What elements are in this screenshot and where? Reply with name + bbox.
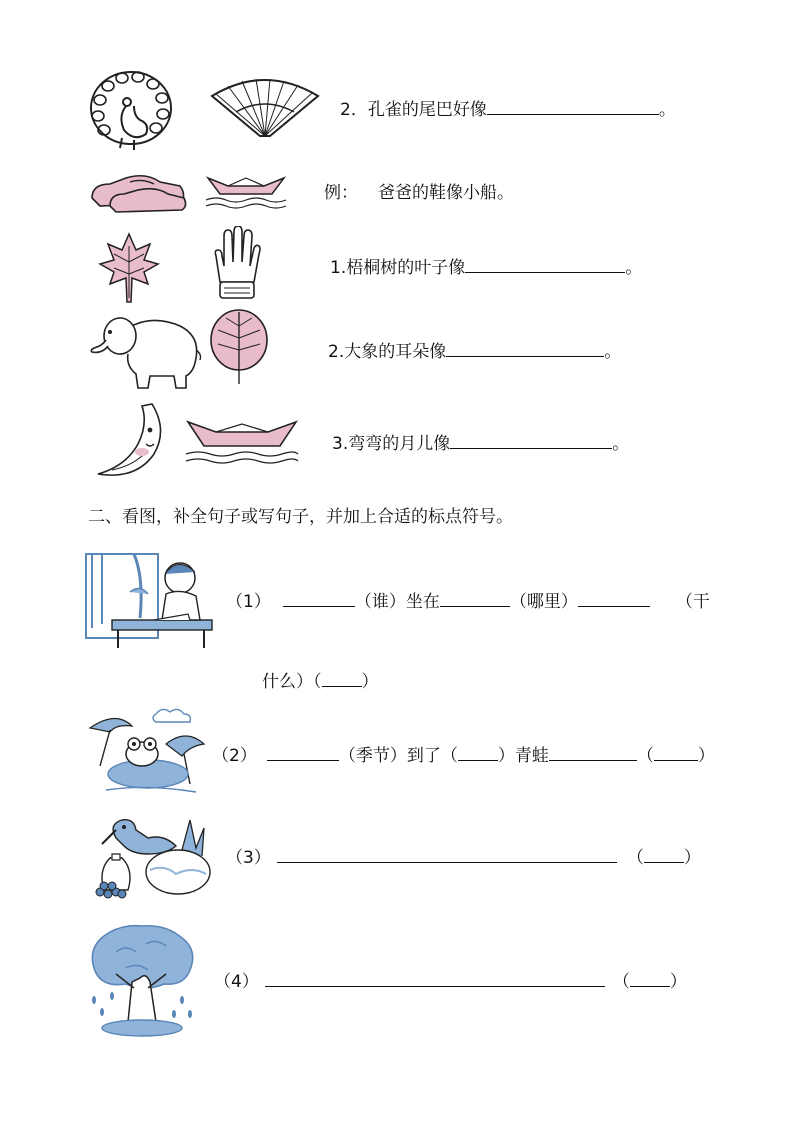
answer-blank[interactable]	[446, 340, 604, 357]
sentence-2	[212, 744, 715, 767]
period: 。	[625, 258, 643, 278]
crow-bottle-picture	[88, 810, 216, 902]
answer-blank[interactable]	[487, 98, 659, 115]
frog-label: ）青蛙	[497, 746, 549, 766]
glove-picture	[208, 226, 262, 302]
shoes-picture	[86, 168, 190, 214]
open-paren: （	[636, 746, 654, 766]
sentence-4	[214, 970, 687, 993]
question-2-label: 2.大象的耳朵像	[328, 342, 447, 362]
example-sentence	[324, 182, 514, 204]
period: 。	[612, 434, 630, 454]
answer-blank[interactable]	[450, 432, 612, 449]
where-label: （哪里）	[509, 592, 578, 612]
period: 。	[604, 342, 622, 362]
question-number: （2）	[212, 746, 257, 766]
punctuation-blank[interactable]	[644, 846, 684, 863]
pink-leaf-picture	[206, 308, 272, 386]
fan-picture	[206, 76, 324, 140]
elephant-picture	[88, 310, 204, 390]
example-prefix: 例：	[324, 183, 358, 203]
period: 。	[658, 100, 676, 120]
who-label: （谁）坐在	[354, 592, 440, 612]
open-paren: （	[626, 848, 644, 868]
answer-blank[interactable]	[465, 256, 625, 273]
example-text: 爸爸的鞋像小船。	[378, 183, 514, 203]
boy-reading-picture	[84, 548, 218, 650]
sentence-blank[interactable]	[265, 970, 605, 987]
question-number: （1）	[226, 592, 271, 612]
sentence-1	[226, 590, 710, 613]
what-label-end: 什么）（	[262, 672, 322, 692]
sentence-1-continued	[262, 670, 379, 693]
question-1-label: 1.梧桐树的叶子像	[330, 258, 466, 278]
peacock-question	[340, 98, 676, 121]
close-paren: ）	[669, 972, 687, 992]
open-paren: （	[612, 972, 630, 992]
peacock-question-label: 2．孔雀的尾巴好像	[340, 100, 487, 120]
where-blank[interactable]	[440, 590, 510, 607]
close-paren: ）	[683, 848, 701, 868]
question-3	[332, 432, 629, 455]
leaf-picture	[98, 232, 160, 304]
what-label: （干	[675, 592, 710, 612]
question-2	[328, 340, 621, 363]
frog-picture	[86, 704, 208, 800]
close-paren: ）	[697, 746, 715, 766]
frog-action-blank[interactable]	[549, 744, 637, 761]
moon-picture	[92, 400, 178, 482]
question-1	[330, 256, 642, 279]
question-number: （4）	[214, 972, 259, 992]
section-heading: 二、看图，补全句子或写句子，并加上合适的标点符号。	[88, 507, 513, 527]
boat-picture	[204, 174, 288, 210]
punctuation-blank[interactable]	[630, 970, 670, 987]
sentence-3	[226, 846, 701, 869]
question-3-label: 3.弯弯的月儿像	[332, 434, 451, 454]
what-blank[interactable]	[578, 590, 650, 607]
peacock-picture	[86, 66, 176, 152]
who-blank[interactable]	[283, 590, 355, 607]
punctuation-blank[interactable]	[458, 744, 498, 761]
tree-rain-picture	[86, 922, 198, 1040]
punctuation-blank[interactable]	[654, 744, 698, 761]
season-blank[interactable]	[267, 744, 339, 761]
sentence-blank[interactable]	[277, 846, 617, 863]
punctuation-blank[interactable]	[322, 670, 362, 687]
boat-picture-2	[184, 418, 300, 466]
question-number: （3）	[226, 848, 271, 868]
season-label: （季节）到了（	[338, 746, 458, 766]
close-paren: ）	[361, 672, 379, 692]
